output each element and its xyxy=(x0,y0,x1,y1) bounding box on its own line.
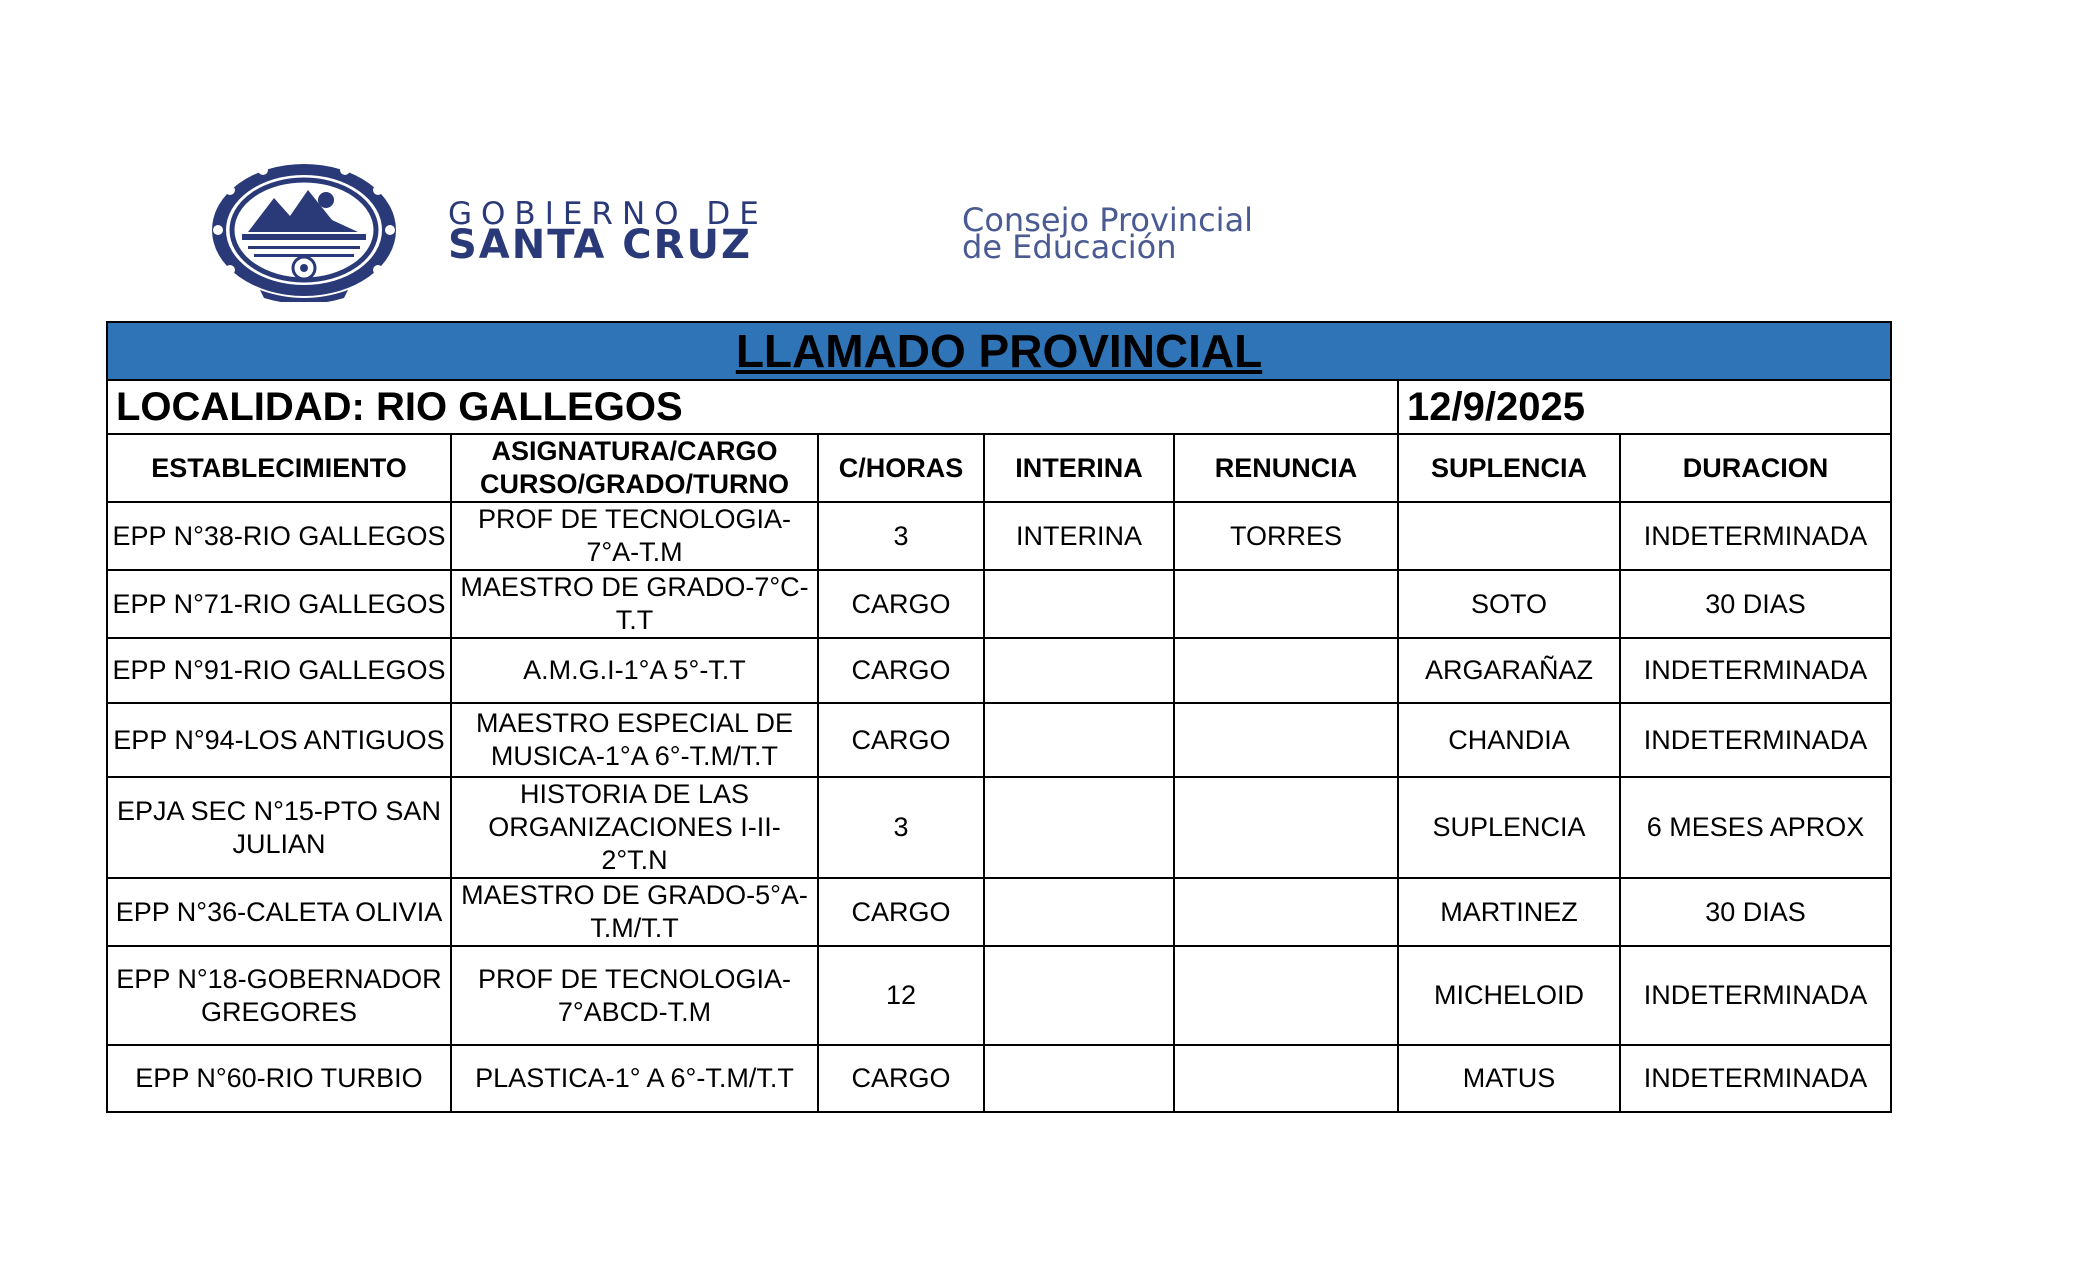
table-row xyxy=(107,570,1891,638)
cell-establecimiento: EPJA SEC N°15-PTO SAN JULIAN xyxy=(107,777,451,878)
cell-interina xyxy=(984,638,1174,703)
de-educacion-text: de Educación xyxy=(962,228,1177,266)
cell-duracion: 30 DIAS xyxy=(1620,570,1891,638)
cell-asignatura: MAESTRO ESPECIAL DE MUSICA-1°A 6°-T.M/T.T xyxy=(451,703,818,777)
cell-duracion: INDETERMINADA xyxy=(1620,703,1891,777)
cell-c-horas: 3 xyxy=(818,777,984,878)
cell-establecimiento: EPP N°60-RIO TURBIO xyxy=(107,1045,451,1112)
cell-suplencia: SOTO xyxy=(1398,570,1620,638)
cell-suplencia: MARTINEZ xyxy=(1398,878,1620,946)
cell-suplencia: MATUS xyxy=(1398,1045,1620,1112)
cell-c-horas: CARGO xyxy=(818,1045,984,1112)
cell-duracion: INDETERMINADA xyxy=(1620,502,1891,570)
cell-renuncia xyxy=(1174,703,1398,777)
cell-suplencia: ARGARAÑAZ xyxy=(1398,638,1620,703)
cell-renuncia: TORRES xyxy=(1174,502,1398,570)
cell-establecimiento: EPP N°38-RIO GALLEGOS xyxy=(107,502,451,570)
cell-renuncia xyxy=(1174,777,1398,878)
cell-duracion: 6 MESES APROX xyxy=(1620,777,1891,878)
column-header-c-horas: C/HORAS xyxy=(818,434,984,502)
cell-duracion: INDETERMINADA xyxy=(1620,1045,1891,1112)
table-row xyxy=(107,878,1891,946)
cell-interina xyxy=(984,703,1174,777)
cell-renuncia xyxy=(1174,638,1398,703)
santa-cruz-seal-icon xyxy=(208,160,400,302)
table-row xyxy=(107,946,1891,1045)
cell-establecimiento: EPP N°71-RIO GALLEGOS xyxy=(107,570,451,638)
cell-c-horas: CARGO xyxy=(818,638,984,703)
cell-suplencia: MICHELOID xyxy=(1398,946,1620,1045)
cell-c-horas: 3 xyxy=(818,502,984,570)
cell-establecimiento: EPP N°91-RIO GALLEGOS xyxy=(107,638,451,703)
column-header-duracion: DURACION xyxy=(1620,434,1891,502)
cell-asignatura: MAESTRO DE GRADO-5°A-T.M/T.T xyxy=(451,878,818,946)
table-row xyxy=(107,1045,1891,1112)
cell-suplencia xyxy=(1398,502,1620,570)
cell-interina xyxy=(984,777,1174,878)
cell-asignatura: PROF DE TECNOLOGIA-7°A-T.M xyxy=(451,502,818,570)
gobierno-de-text: GOBIERNO DE xyxy=(448,196,768,232)
cell-interina: INTERINA xyxy=(984,502,1174,570)
localidad-label: LOCALIDAD: RIO GALLEGOS xyxy=(107,380,1398,434)
cell-c-horas: CARGO xyxy=(818,703,984,777)
cell-establecimiento: EPP N°36-CALETA OLIVIA xyxy=(107,878,451,946)
cell-asignatura: PLASTICA-1° A 6°-T.M/T.T xyxy=(451,1045,818,1112)
table-row xyxy=(107,777,1891,878)
cell-establecimiento: EPP N°18-GOBERNADOR GREGORES xyxy=(107,946,451,1045)
column-header-asignatura: ASIGNATURA/CARGO CURSO/GRADO/TURNO xyxy=(451,434,818,502)
cell-interina xyxy=(984,878,1174,946)
cell-asignatura: HISTORIA DE LAS ORGANIZACIONES I-II-2°T.N xyxy=(451,777,818,878)
llamado-table xyxy=(106,321,1892,1113)
table-row xyxy=(107,502,1891,570)
column-header-interina: INTERINA xyxy=(984,434,1174,502)
column-header-renuncia: RENUNCIA xyxy=(1174,434,1398,502)
cell-asignatura: PROF DE TECNOLOGIA-7°ABCD-T.M xyxy=(451,946,818,1045)
santa-cruz-text: SANTA CRUZ xyxy=(448,222,752,268)
fecha-label: 12/9/2025 xyxy=(1398,380,1891,434)
cell-suplencia: SUPLENCIA xyxy=(1398,777,1620,878)
cell-interina xyxy=(984,570,1174,638)
table-row xyxy=(107,638,1891,703)
cell-suplencia: CHANDIA xyxy=(1398,703,1620,777)
cell-renuncia xyxy=(1174,946,1398,1045)
cell-asignatura: A.M.G.I-1°A 5°-T.T xyxy=(451,638,818,703)
cell-duracion: 30 DIAS xyxy=(1620,878,1891,946)
cell-duracion: INDETERMINADA xyxy=(1620,946,1891,1045)
cell-renuncia xyxy=(1174,1045,1398,1112)
page-title: LLAMADO PROVINCIAL xyxy=(107,322,1891,380)
cell-renuncia xyxy=(1174,878,1398,946)
cell-c-horas: CARGO xyxy=(818,570,984,638)
cell-c-horas: CARGO xyxy=(818,878,984,946)
column-header-suplencia: SUPLENCIA xyxy=(1398,434,1620,502)
cell-establecimiento: EPP N°94-LOS ANTIGUOS xyxy=(107,703,451,777)
cell-c-horas: 12 xyxy=(818,946,984,1045)
column-header-establecimiento: ESTABLECIMIENTO xyxy=(107,434,451,502)
cell-interina xyxy=(984,1045,1174,1112)
cell-interina xyxy=(984,946,1174,1045)
consejo-provincial-text: Consejo Provincial xyxy=(962,201,1254,239)
cell-asignatura: MAESTRO DE GRADO-7°C-T.T xyxy=(451,570,818,638)
table-row xyxy=(107,703,1891,777)
cell-renuncia xyxy=(1174,570,1398,638)
cell-duracion: INDETERMINADA xyxy=(1620,638,1891,703)
